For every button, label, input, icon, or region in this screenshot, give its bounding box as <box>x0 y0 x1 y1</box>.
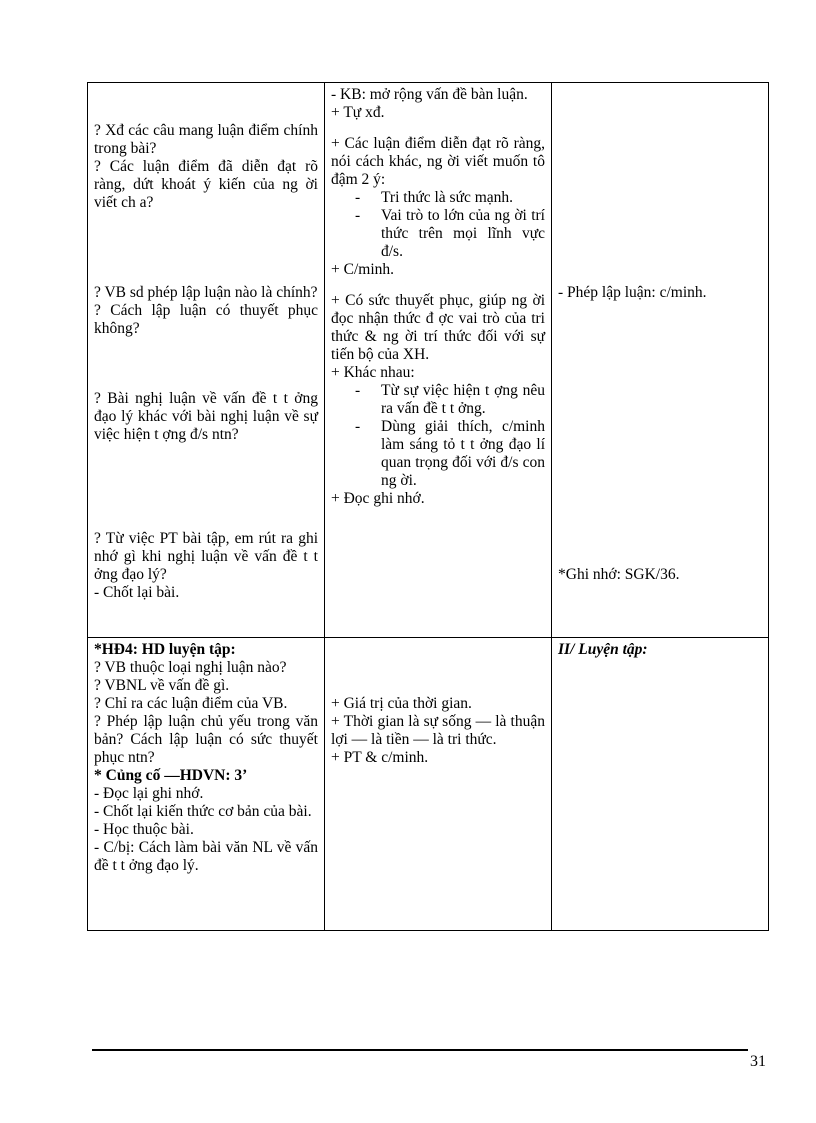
answer: + Thời gian là sự sống — là thuận lợi — là tiền — là tri thức. <box>331 713 545 748</box>
bullet-item: - Dùng giải thích, c/minh làm sáng tỏ t t ởng đạo lí quan trọng đối với đ/s con ng ời. <box>355 418 545 489</box>
homework-item: - C/bị: Cách làm bài văn NL về vấn đề t t ởng đạo lý. <box>94 839 318 874</box>
bullet-item: - Tri thức là sức mạnh. <box>355 189 514 206</box>
section-title: *HĐ4: HD luyện tập: <box>94 641 236 658</box>
answer: + Tự xđ. <box>331 104 385 121</box>
answer: - KB: mở rộng vấn đề bàn luận. <box>331 86 528 103</box>
answer: + Có sức thuyết phục, giúp ng ời đọc nhận thức đ ợc vai trò của tri thức & ng ời trí thức đối với sự tiến bộ của XH. <box>331 292 545 363</box>
question: ? Từ việc PT bài tập, em rút ra ghi nhớ gì khi nghị luận về vấn đề t t ởng đạo lý? <box>94 530 318 583</box>
question: ? Bài nghị luận về vấn đề t t ởng đạo lý khác với bài nghị luận về sự việc hiện t ợng đ/s ntn? <box>94 390 318 443</box>
question: ? VBNL về vấn đề gì. <box>94 677 230 694</box>
student-activity-cell <box>325 638 552 931</box>
bullet-item: - Từ sự việc hiện t ợng nêu ra vấn đề t t ởng. <box>355 382 545 417</box>
closing-note: - Chốt lại bài. <box>94 584 180 601</box>
page-number: 31 <box>750 1053 766 1070</box>
question: ? Cách lập luận có thuyết phục không? <box>94 302 318 337</box>
student-activity-cell <box>325 83 552 638</box>
answer: + Các luận điểm diễn đạt rõ ràng, nói cách khác, ng ời viết muốn tô đậm 2 ý: <box>331 135 545 188</box>
lesson-table <box>87 82 769 931</box>
question: ? Phép lập luận chủ yếu trong văn bản? Cách lập luận có sức thuyết phục ntn? <box>94 713 318 766</box>
content-cell <box>552 638 769 931</box>
teacher-activity-cell <box>88 83 325 638</box>
answer: + Đọc ghi nhớ. <box>331 490 425 507</box>
answer: + Khác nhau: <box>331 364 415 381</box>
question: ? VB thuộc loại nghị luận nào? <box>94 659 287 676</box>
content-cell <box>552 83 769 638</box>
table-row <box>88 638 769 931</box>
question: ? VB sd phép lập luận nào là chính? <box>94 284 318 301</box>
homework-item: - Chốt lại kiến thức cơ bản của bài. <box>94 803 312 820</box>
table-row <box>88 83 769 638</box>
homework-item: - Học thuộc bài. <box>94 821 194 838</box>
content-note: *Ghi nhớ: SGK/36. <box>558 566 680 583</box>
question: ? Các luận điểm đã diễn đạt rõ ràng, dứt khoát ý kiến của ng ời viết ch a? <box>94 158 318 211</box>
homework-item: - Đọc lại ghi nhớ. <box>94 785 204 802</box>
question: ? Xđ các câu mang luận điểm chính trong bài? <box>94 122 318 157</box>
question: ? Chỉ ra các luận điểm của VB. <box>94 695 288 712</box>
teacher-activity-cell <box>88 638 325 931</box>
content-note: - Phép lập luận: c/minh. <box>558 284 707 301</box>
answer: + Giá trị của thời gian. <box>331 695 472 712</box>
footer-rule <box>92 1049 748 1051</box>
section-title: * Củng cố —HDVN: 3’ <box>94 767 248 784</box>
answer: + C/minh. <box>331 261 394 278</box>
bullet-item: - Vai trò to lớn của ng ời trí thức trên mọi lĩnh vực đ/s. <box>355 207 545 260</box>
section-title: II/ Luyện tập: <box>558 641 648 658</box>
answer: + PT & c/minh. <box>331 749 429 766</box>
